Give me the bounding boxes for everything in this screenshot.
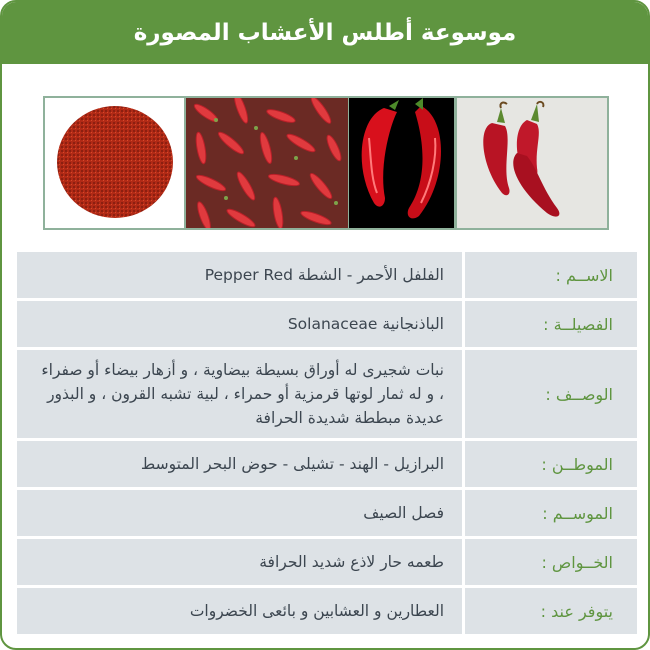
title-text: موسوعة أطلس الأعشاب المصورة [133, 20, 517, 46]
red-chili-peppers-on-white-image [457, 98, 607, 228]
family-value: الباذنجانية Solanaceae [17, 301, 462, 347]
description-value: نبات شجيرى له أوراق بسيطة بيضاوية ، و أزهار بيضاء أو صفراء ، و له ثمار لوتها قرمزية أو حمراء ، لبية تشبه القرون ، و البذور عديدة مبططة شديدة الحرافة [17, 350, 462, 438]
season-label: الموســم : [465, 490, 637, 536]
table-row-properties [17, 539, 637, 585]
table-row-availability [17, 588, 637, 634]
table-row-name [17, 252, 637, 298]
name-label: الاســم : [465, 252, 637, 298]
properties-label: الخــواص : [465, 539, 637, 585]
description-label: الوصــف : [465, 350, 637, 438]
table-row-season [17, 490, 637, 536]
table-row-description [17, 350, 637, 438]
name-value: الفلفل الأحمر - الشطة Pepper Red [17, 252, 462, 298]
two-red-chili-peppers-image [349, 98, 457, 228]
page-title [2, 2, 648, 64]
family-label: الفصيلــة : [465, 301, 637, 347]
habitat-label: الموطــن : [465, 441, 637, 487]
availability-value: العطارين و العشابين و بائعى الخضروات [17, 588, 462, 634]
habitat-value: البرازيل - الهند - تشيلى - حوض البحر المتوسط [17, 441, 462, 487]
table-row-family [17, 301, 637, 347]
table-row-habitat [17, 441, 637, 487]
season-value: فصل الصيف [17, 490, 462, 536]
info-table [17, 252, 637, 637]
paprika-powder-image [45, 98, 186, 228]
dried-red-peppers-image [186, 98, 349, 228]
availability-label: يتوفر عند : [465, 588, 637, 634]
photo-strip [43, 96, 609, 230]
properties-value: طعمه حار لاذع شديد الحرافة [17, 539, 462, 585]
